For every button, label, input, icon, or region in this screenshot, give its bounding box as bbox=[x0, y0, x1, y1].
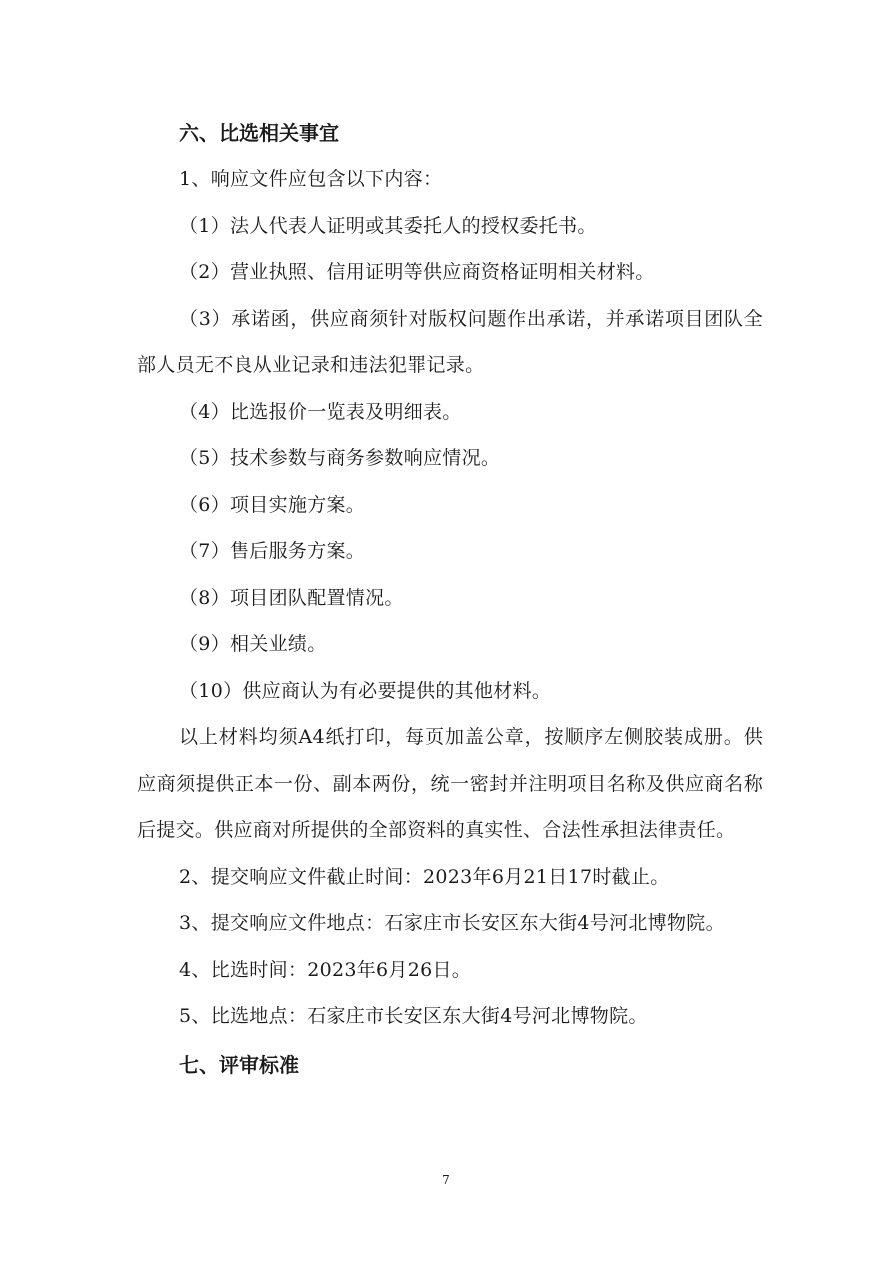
subitem-9: （9）相关业绩。 bbox=[179, 633, 327, 655]
section-seven-heading: 七、评审标准 bbox=[179, 1052, 299, 1077]
item-1-intro: 1、响应文件应包含以下内容： bbox=[179, 168, 443, 190]
section-six-heading: 六、比选相关事宜 bbox=[179, 121, 339, 145]
subitem-8: （8）项目团队配置情况。 bbox=[179, 586, 404, 609]
subitem-6: （6）项目实施方案。 bbox=[179, 493, 366, 516]
subitem-7: （7）售后服务方案。 bbox=[179, 540, 366, 562]
subitem-2: （2）营业执照、信用证明等供应商资格证明相关材料。 bbox=[179, 261, 655, 283]
page-number: 7 bbox=[442, 1173, 450, 1187]
item-2-deadline: 2、提交响应文件截止时间：2023年6月21日17时截止。 bbox=[179, 865, 670, 888]
item-5-location: 5、比选地点：石家庄市长安区东大街4号河北博物院。 bbox=[179, 1005, 648, 1027]
subitem-10: （10）供应商认为有必要提供的其他材料。 bbox=[179, 679, 552, 702]
subitem-4: （4）比选报价一览表及明细表。 bbox=[179, 400, 462, 423]
materials-note: 以上材料均须A4纸打印，每页加盖公章，按顺序左侧胶装成册。供应商须提供正本一份、副本两份，统一密封并注明项目名称及供应商名称后提交。供应商对所提供的全部资料的真实性、合法性承担法律责任。 bbox=[137, 726, 763, 841]
subitem-5: （5）技术参数与商务参数响应情况。 bbox=[179, 447, 501, 469]
item-3-location: 3、提交响应文件地点：石家庄市长安区东大街4号河北博物院。 bbox=[179, 912, 725, 934]
item-4-time: 4、比选时间：2023年6月26日。 bbox=[179, 958, 472, 981]
subitem-1: （1）法人代表人证明或其委托人的授权委托书。 bbox=[179, 214, 597, 237]
subitem-3: （3）承诺函，供应商须针对版权问题作出承诺，并承诺项目团队全部人员无不良从业记录和违法犯罪记录。 bbox=[137, 307, 763, 376]
page-content bbox=[137, 110, 763, 1088]
